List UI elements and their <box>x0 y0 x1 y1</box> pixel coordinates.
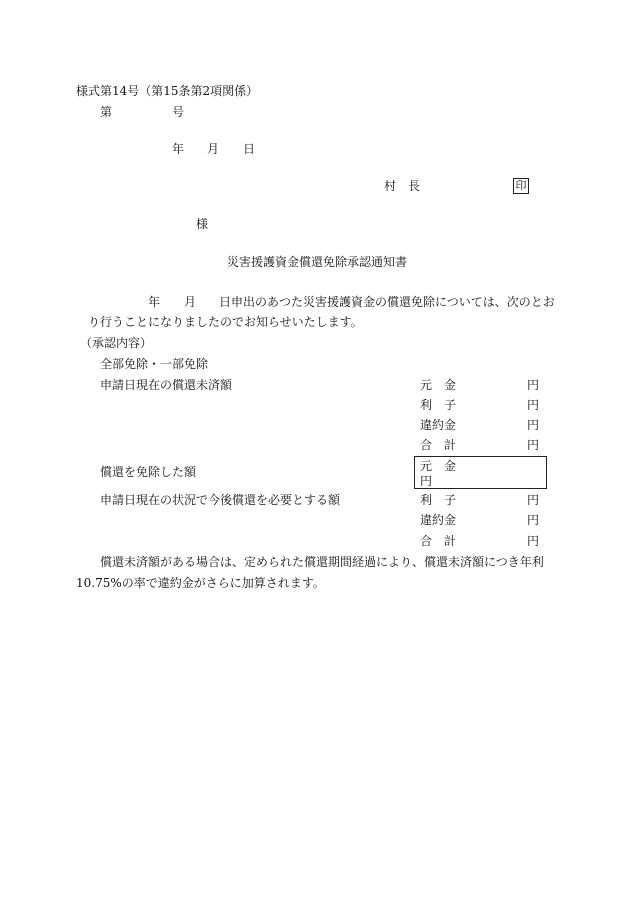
exemption-type: 全部免除・一部免除 <box>100 357 209 371</box>
document-title: 災害援護資金償還免除承認通知書 <box>227 255 408 269</box>
approval-heading: （承認内容） <box>80 336 153 350</box>
body-year: 年 <box>148 295 161 309</box>
unpaid-interest-label: 利 子 <box>420 398 457 412</box>
unpaid-penalty-unit: 円 <box>527 418 540 432</box>
future-total-unit: 円 <box>527 534 540 548</box>
note-line2: 10.75%の率で違約金がさらに加算されます。 <box>76 576 325 590</box>
future-total-label: 合 計 <box>420 534 457 548</box>
number-dai: 第 <box>100 105 113 119</box>
exempt-principal-unit: 円 <box>420 474 433 488</box>
unpaid-label: 申請日現在の償還未済額 <box>100 378 233 392</box>
body-month: 月 <box>184 295 197 309</box>
unpaid-penalty-label: 違約金 <box>420 418 457 432</box>
unpaid-principal-unit: 円 <box>527 378 540 392</box>
number-go: 号 <box>172 105 185 119</box>
unpaid-interest-unit: 円 <box>527 398 540 412</box>
future-penalty-unit: 円 <box>527 513 540 527</box>
note-line1: 償還未済額がある場合は、定められた償還期間経過により、償還未済額につき年利 <box>100 555 544 569</box>
date-month: 月 <box>207 142 220 156</box>
date-year: 年 <box>172 142 185 156</box>
unpaid-total-unit: 円 <box>527 438 540 452</box>
sender-title: 村 長 <box>384 179 421 193</box>
future-interest-label: 利 子 <box>420 493 457 507</box>
date-day: 日 <box>243 142 256 156</box>
seal-stamp: 印 <box>513 178 529 194</box>
unpaid-principal-label: 元 金 <box>420 378 457 392</box>
unpaid-total-label: 合 計 <box>420 438 457 452</box>
body-line1: 日申出のあつた災害援護資金の償還免除については、次のとお <box>219 295 555 309</box>
future-label: 申請日現在の状況で今後償還を必要とする額 <box>100 493 341 507</box>
future-penalty-label: 違約金 <box>420 513 457 527</box>
form-number: 様式第14号（第15条第2項関係） <box>76 84 259 98</box>
exempt-label: 償還を免除した額 <box>100 465 197 479</box>
recipient-suffix: 様 <box>196 217 209 231</box>
future-interest-unit: 円 <box>527 493 540 507</box>
exempt-principal-label: 元 金 <box>420 459 457 473</box>
body-line2: り行うことになりましたのでお知らせいたします。 <box>88 315 363 329</box>
